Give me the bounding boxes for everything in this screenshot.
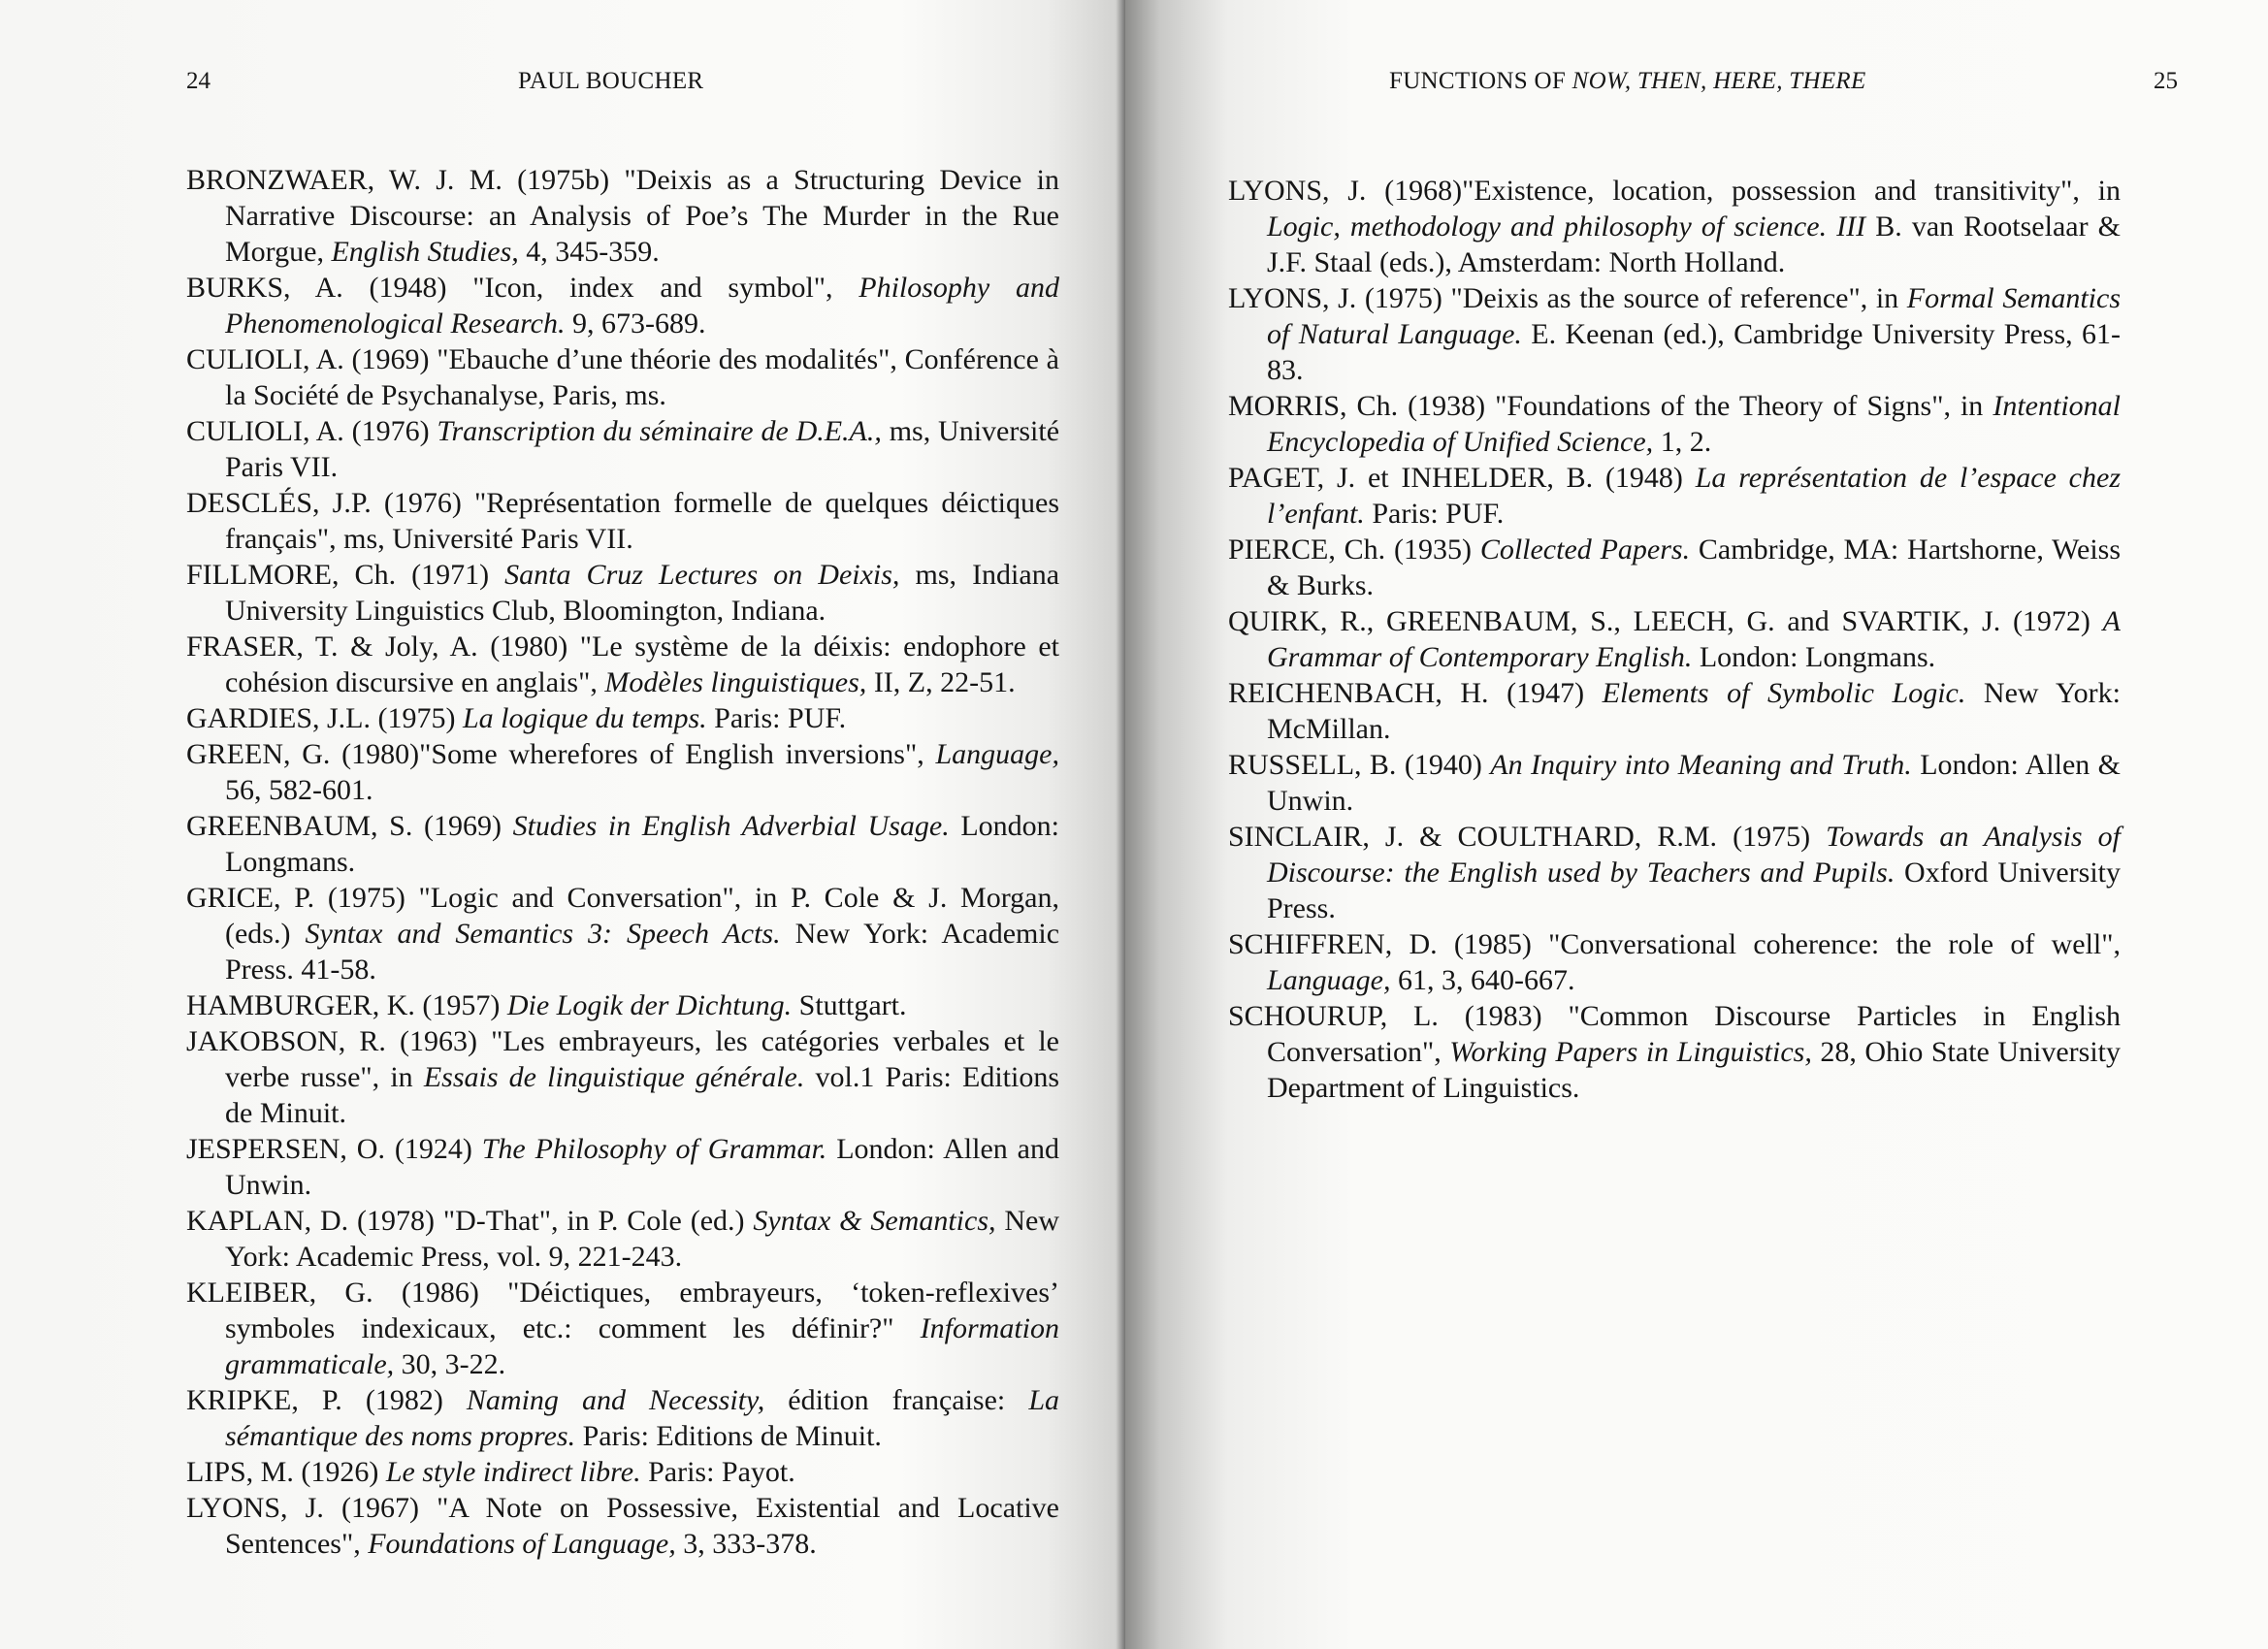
reference-entry: LYONS, J. (1967) "A Note on Possessive, Existential and Locative Sentences", Foundations of Language, 3, 333-378. <box>186 1492 1059 1560</box>
right-reference-list <box>1228 173 2121 1106</box>
reference-entry: KRIPKE, P. (1982) Naming and Necessity, édition française: La sémantique des noms propres. Paris: Editions de Minuit. <box>186 1384 1060 1452</box>
reference-entry: HAMBURGER, K. (1957) Die Logik der Dichtung. Stuttgart. <box>186 989 907 1021</box>
reference-entry: SCHIFFREN, D. (1985) "Conversational coherence: the role of well", Language, 61, 3, 640-667. <box>1228 928 2121 996</box>
reference-entry: GREENBAUM, S. (1969) Studies in English Adverbial Usage. London: Longmans. <box>186 810 1060 878</box>
reference-entry: JAKOBSON, R. (1963) "Les embrayeurs, les catégories verbales et le verbe russe", in Essais de linguistique générale. vol.1 Paris: Editions de Minuit. <box>186 1025 1060 1129</box>
reference-entry: LIPS, M. (1926) Le style indirect libre. Paris: Payot. <box>186 1456 795 1488</box>
reference-entry: RUSSELL, B. (1940) An Inquiry into Meaning and Truth. London: Allen & Unwin. <box>1228 749 2122 817</box>
reference-entry: BURKS, A. (1948) "Icon, index and symbol", Philosophy and Phenomenological Research. 9, 673-689. <box>186 272 1059 340</box>
reference-entry: PAGET, J. et INHELDER, B. (1948) La représentation de l’espace chez l’enfant. Paris: PUF. <box>1228 462 2121 530</box>
reference-entry: KAPLAN, D. (1978) "D-That", in P. Cole (ed.) Syntax & Semantics, New York: Academic Press, vol. 9, 221-243. <box>186 1205 1060 1273</box>
reference-entry: SCHOURUP, L. (1983) "Common Discourse Particles in English Conversation", Working Papers in Linguistics, 28, Ohio State University Department of Linguistics. <box>1228 1000 2122 1104</box>
reference-entry: GARDIES, J.L. (1975) La logique du temps. Paris: PUF. <box>186 702 847 734</box>
left-page-number: 24 <box>186 68 211 94</box>
left-page <box>0 0 1125 1649</box>
reference-entry: SINCLAIR, J. & COULTHARD, R.M. (1975) Towards an Analysis of Discourse: the English used by Teachers and Pupils. Oxford University Press. <box>1228 821 2121 924</box>
reference-entry: JESPERSEN, O. (1924) The Philosophy of Grammar. London: Allen and Unwin. <box>186 1133 1059 1201</box>
reference-entry: GREEN, G. (1980)"Some wherefores of English inversions", Language, 56, 582-601. <box>186 738 1059 806</box>
reference-entry: KLEIBER, G. (1986) "Déictiques, embrayeurs, ‘token-reflexives’ symboles indexicaux, etc.: comment les définir?" Information grammaticale, 30, 3-22. <box>186 1277 1059 1380</box>
reference-entry: CULIOLI, A. (1969) "Ebauche d’une théorie des modalités", Conférence à la Société de Psychanalyse, Paris, ms. <box>186 343 1059 411</box>
reference-entry: CULIOLI, A. (1976) Transcription du séminaire de D.E.A., ms, Université Paris VII. <box>186 415 1060 483</box>
right-running-head: FUNCTIONS OF NOW, THEN, HERE, THERE <box>1389 68 1866 94</box>
reference-entry: LYONS, J. (1975) "Deixis as the source of reference", in Formal Semantics of Natural Language. E. Keenan (ed.), Cambridge University Press, 61-83. <box>1228 282 2122 386</box>
reference-entry: FILLMORE, Ch. (1971) Santa Cruz Lectures on Deixis, ms, Indiana University Linguistics Club, Bloomington, Indiana. <box>186 559 1060 627</box>
reference-entry: REICHENBACH, H. (1947) Elements of Symbolic Logic. New York: McMillan. <box>1228 677 2121 745</box>
reference-entry: QUIRK, R., GREENBAUM, S., LEECH, G. and SVARTIK, J. (1972) A Grammar of Contemporary English. London: Longmans. <box>1228 605 2121 673</box>
reference-entry: DESCLÉS, J.P. (1976) "Représentation formelle de quelques déictiques français", ms, Université Paris VII. <box>186 487 1059 555</box>
reference-entry: BRONZWAER, W. J. M. (1975b) "Deixis as a Structuring Device in Narrative Discourse: an Analysis of Poe’s The Murder in the Rue Morgue, English Studies, 4, 345-359. <box>186 164 1059 268</box>
reference-entry: FRASER, T. & Joly, A. (1980) "Le système de la déixis: endophore et cohésion discursive en anglais", Modèles linguistiques, II, Z, 22-51. <box>186 630 1059 698</box>
reference-entry: PIERCE, Ch. (1935) Collected Papers. Cambridge, MA: Hartshorne, Weiss & Burks. <box>1228 534 2122 601</box>
left-running-head: PAUL BOUCHER <box>518 68 704 94</box>
right-page-number: 25 <box>2154 68 2178 94</box>
reference-entry: GRICE, P. (1975) "Logic and Conversation", in P. Cole & J. Morgan, (eds.) Syntax and Semantics 3: Speech Acts. New York: Academic Press. 41-58. <box>186 882 1060 986</box>
reference-entry: MORRIS, Ch. (1938) "Foundations of the Theory of Signs", in Intentional Encyclopedia of Unified Science, 1, 2. <box>1228 390 2121 458</box>
reference-entry: LYONS, J. (1968)"Existence, location, possession and transitivity", in Logic, methodology and philosophy of science. III B. van Rootselaar & J.F. Staal (eds.), Amsterdam: North Holland. <box>1228 175 2122 278</box>
right-page <box>1125 0 2268 1649</box>
left-reference-list <box>186 162 1059 1562</box>
